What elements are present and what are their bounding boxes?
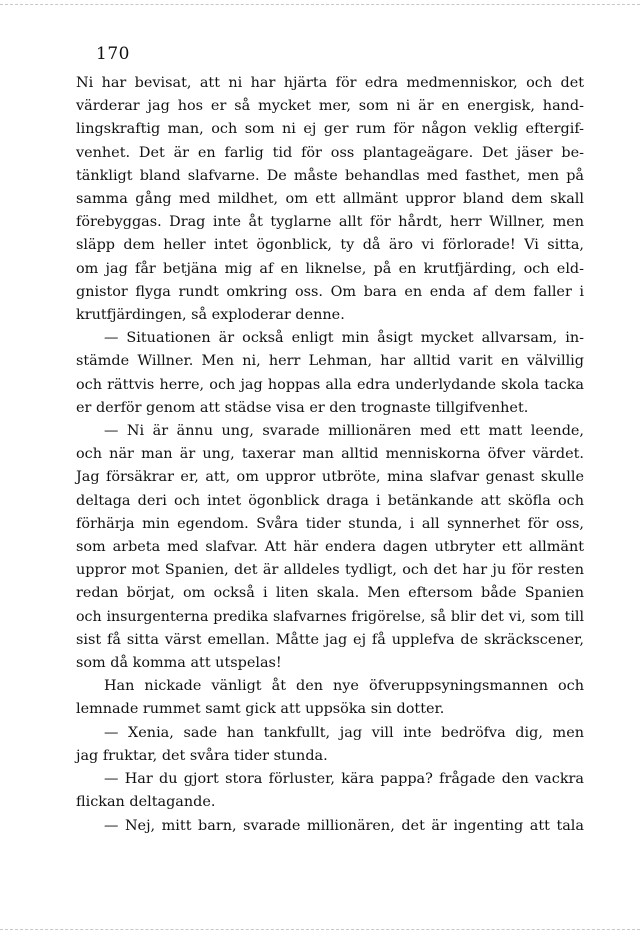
text-line: er derför genom att städse visa er den trognaste tillgifvenhet. bbox=[76, 399, 529, 416]
text-line: om jag får betjäna mig af en liknelse, på en krutfjärding, och eld- bbox=[76, 260, 584, 277]
text-line: stämde Willner. Men ni, herr Lehman, har alltid varit en välvillig bbox=[76, 353, 584, 370]
text-line: — Nej, mitt barn, svarade millionären, det är ingenting att tala bbox=[104, 817, 584, 834]
text-line: uppror mot Spanien, det är alldeles tydligt, och det har ju för resten bbox=[76, 562, 584, 579]
text-line: flickan deltagande. bbox=[76, 794, 216, 811]
text-line: venhet. Det är en farlig tid för oss plantageägare. Det jäser be- bbox=[76, 144, 584, 161]
text-line: och insurgenterna predika slafvarnes frigörelse, så blir det vi, som till bbox=[76, 608, 584, 625]
top-scan-edge bbox=[0, 4, 640, 5]
text-line: förhärja min egendom. Svåra tider stunda, i all synnerhet för oss, bbox=[76, 515, 584, 532]
body-text bbox=[76, 72, 584, 838]
text-line: och när man är ung, taxerar man alltid menniskorna öfver värdet. bbox=[76, 446, 584, 463]
text-line: som arbeta med slafvar. Att här endera dagen utbryter ett allmänt bbox=[76, 539, 584, 556]
text-line: Ni har bevisat, att ni har hjärta för edra medmenniskor, och det bbox=[76, 75, 584, 91]
text-line: Han nickade vänligt åt den nye öfveruppsyningsmannen och bbox=[104, 678, 584, 695]
text-line: redan börjat, om också i liten skala. Men eftersom både Spanien bbox=[76, 585, 584, 602]
text-line: tänkligt bland slafvarne. De måste behandlas med fasthet, men på bbox=[76, 167, 584, 184]
text-line: — Xenia, sade han tankfullt, jag vill inte bedröfva dig, men bbox=[104, 724, 584, 741]
text-line: förebyggas. Drag inte åt tyglarne allt för hårdt, herr Willner, men bbox=[76, 214, 584, 231]
text-line: deltaga deri och intet ögonblick draga i betänkande att sköfla och bbox=[76, 492, 584, 509]
text-line: samma gång med mildhet, om ett allmänt uppror bland dem skall bbox=[76, 191, 584, 208]
text-line: — Situationen är också enligt min åsigt mycket allvarsam, in- bbox=[104, 330, 584, 347]
text-line: jag fruktar, det svåra tider stunda. bbox=[76, 747, 328, 764]
text-line: — Ni är ännu ung, svarade millionären med ett matt leende, bbox=[104, 423, 584, 440]
page-number: 170 bbox=[96, 44, 130, 64]
bottom-scan-edge bbox=[0, 929, 640, 930]
text-line: som då komma att utspelas! bbox=[76, 655, 282, 672]
text-line: gnistor flyga rundt omkring oss. Om bara en enda af dem faller i bbox=[76, 283, 584, 300]
text-line: Jag försäkrar er, att, om uppror utbröte, mina slafvar genast skulle bbox=[76, 469, 584, 486]
text-line: lingskraftig man, och som ni ej ger rum för någon veklig eftergif- bbox=[76, 121, 584, 138]
text-line: — Har du gjort stora förluster, kära pappa? frågade den vackra bbox=[104, 771, 584, 788]
text-line: sist få sitta värst emellan. Måtte jag ej få upplefva de skräckscener, bbox=[76, 631, 584, 648]
text-line: och rättvis herre, och jag hoppas alla edra underlydande skola tacka bbox=[76, 376, 584, 393]
text-line: släpp dem heller intet ögonblick, ty då äro vi förlorade! Vi sitta, bbox=[76, 237, 584, 254]
text-line: lemnade rummet samt gick att uppsöka sin dotter. bbox=[76, 701, 445, 718]
text-line: värderar jag hos er så mycket mer, som ni är en energisk, hand- bbox=[76, 98, 584, 115]
text-line: krutfjärdingen, så exploderar denne. bbox=[76, 307, 345, 324]
